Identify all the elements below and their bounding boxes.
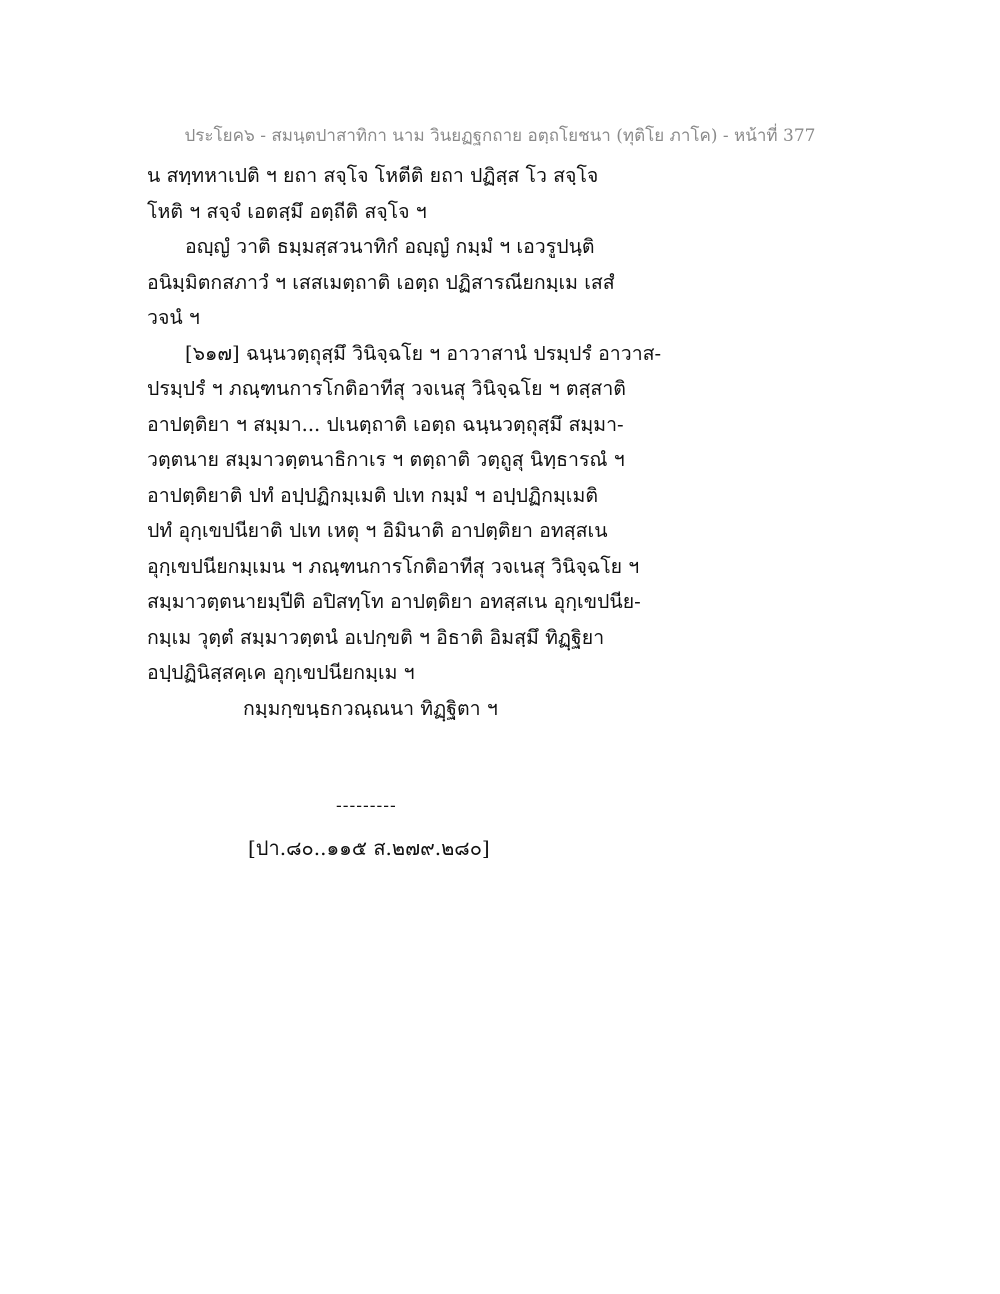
page-header: ประโยค๖ - สมนฺตปาสาทิกา นาม วินยฏฐกถาย อตฺถโยชนา (ทุติโย ภาโค) - หน้าที่ 377 [184,126,816,146]
text-line: [๖๑๗] ฉนฺนวตฺถุสฺมึ วินิจฺฉโย ฯ อาวาสานํ ปรมฺปรํ อาวาส- [185,341,662,365]
text-line: วตฺตนาย สมฺมาวตฺตนาธิกาเร ฯ ตตฺถาติ วตฺถูสุ นิทฺธารณํ ฯ [147,448,625,471]
separator: --------- [336,796,397,816]
text-line: กมฺเม วุตฺตํ สมฺมาวตฺตนํ อเปกฺขติ ฯ อิธาติ อิมสฺมึ ทิฏฺฐิยา [147,625,605,649]
text-line: สมฺมาวตฺตนายมฺปีติ อปิสทฺโท อาปตฺติยา อทสฺสเน อุกฺเขปนีย- [147,590,641,613]
text-line: อาปตฺติยา ฯ สมฺมา... ปเนตฺถาติ เอตฺถ ฉนฺนวตฺถุสฺมึ สมฺมา- [147,412,624,436]
text-line: ปทํ อุกฺเขปนียาติ ปเท เหตุ ฯ อิมินาติ อาปตฺติยา อทสฺสเน [147,519,608,542]
section-closing-line: กมฺมกฺขนฺธกวณฺณนา ทิฏฺฐิตา ฯ [243,696,498,720]
body-text [147,158,707,726]
text-line: ปรมฺปรํ ฯ ภณฺฑนการโกติอาทีสุ วจเนสุ วินิจฺฉโย ฯ ตสฺสาติ [147,377,626,400]
text-line: น สทฺทหาเปติ ฯ ยถา สจฺโจ โหตีติ ยถา ปฏิสฺส โว สจฺโจ [147,164,599,187]
text-line: วจนํ ฯ [147,306,200,329]
text-line: อุกฺเขปนียกมฺเมน ฯ ภณฺฑนการโกติอาทีสุ วจเนสุ วินิจฺฉโย ฯ [147,554,640,578]
text-line: อาปตฺติยาติ ปทํ อปฺปฏิกมฺเมติ ปเท กมฺมํ ฯ อปฺปฏิกมฺเมติ [147,483,598,507]
text-line: อนิมฺมิตกสภาวํ ฯ เสสเมตฺถาติ เอตฺถ ปฏิสารณียกมฺเม เสสํ [147,270,615,294]
text-line: อญฺญํ วาติ ธมฺมสฺสวนาทิกํ อญฺญํ กมฺมํ ฯ เอวรูปนฺติ [185,235,595,258]
reference-note: [ปา.๘๐..๑๑๕ ส.๒๗๙.๒๘๐] [248,836,490,860]
text-line: โหติ ฯ สจฺจํ เอตสฺมึ อตฺถีติ สจฺโจ ฯ [147,199,427,223]
text-line: อปฺปฏินิสฺสคฺเค อุกฺเขปนียกมฺเม ฯ [147,661,415,684]
